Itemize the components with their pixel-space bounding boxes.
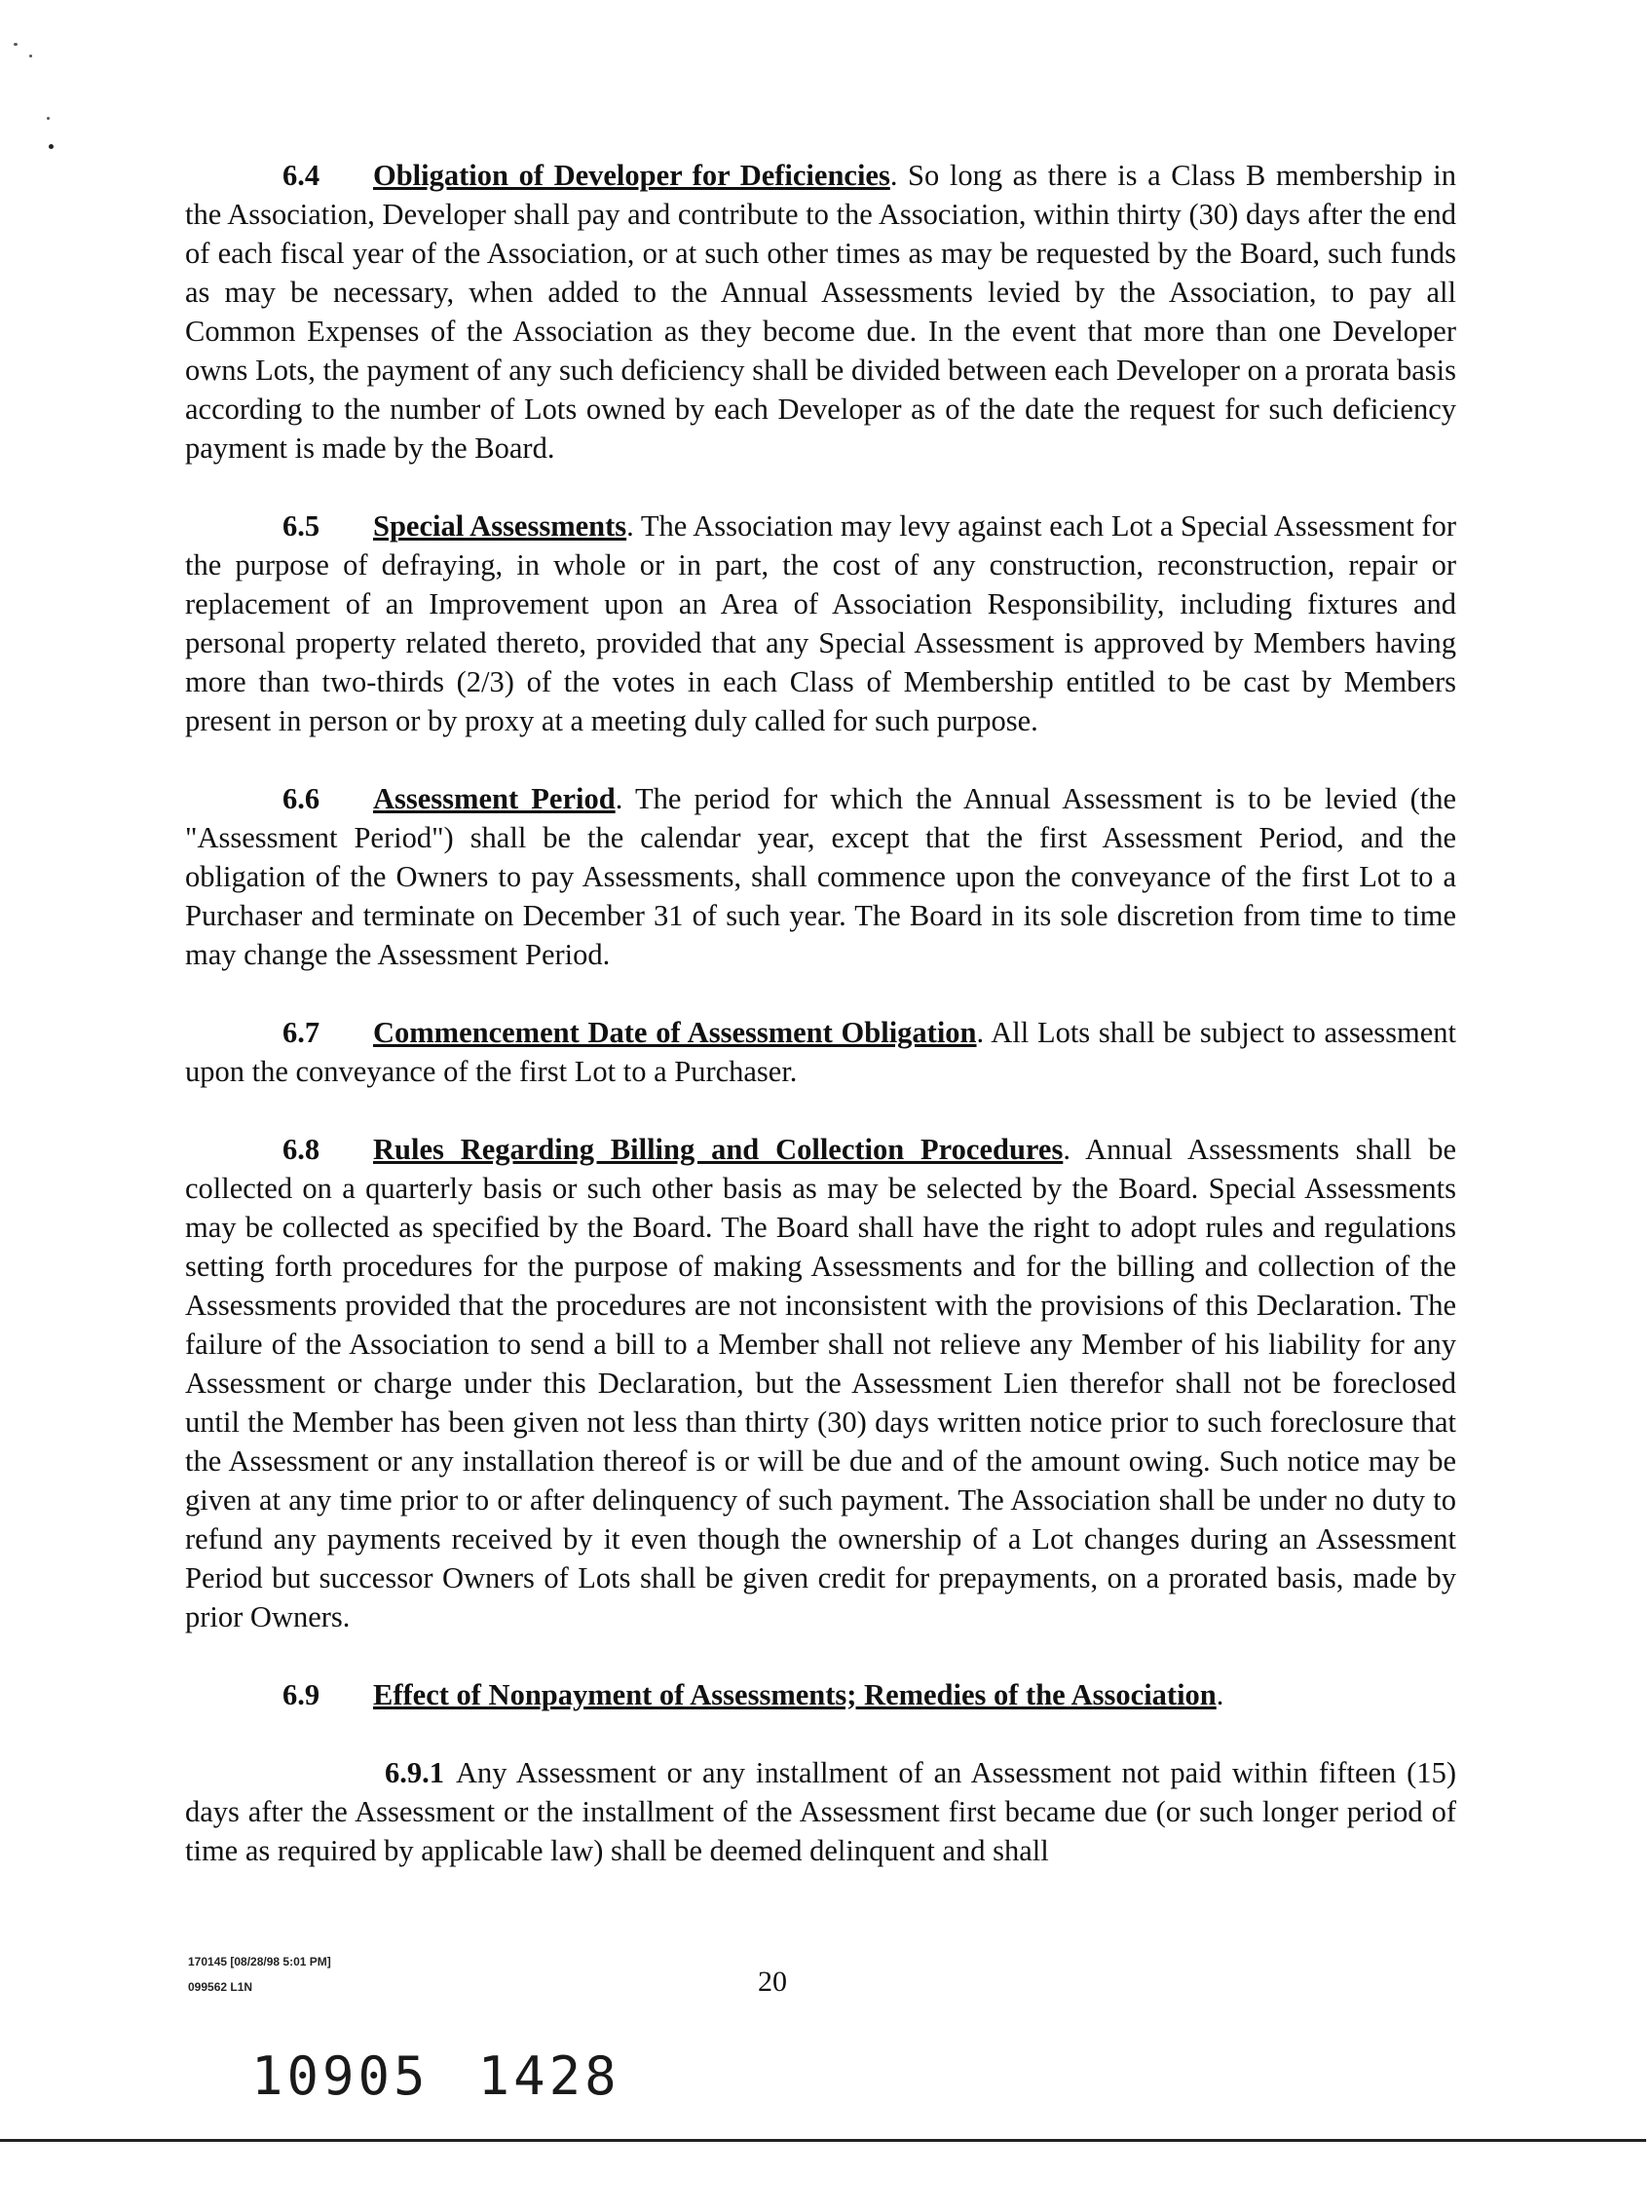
scan-speck (29, 55, 32, 57)
section-6-8 (185, 1130, 1456, 1636)
page-number: 20 (758, 1966, 787, 1998)
section-number: 6.5 (282, 509, 320, 543)
section-title: Rules Regarding Billing and Collection Procedures (373, 1133, 1064, 1166)
section-text: . Annual Assessments shall be collected on a quarterly basis or such other basis as may be selected by the Board. Special Assessments may be collected as specified by the Board. The Board shall have the right to adopt rules and regulations setting forth procedures for the purpose of making Assessments and for the billing and collection of the Assessments provided that the procedures are not inconsistent with the provisions of this Declaration. The failure of the Association to send a bill to a Member shall not relieve any Member of his liability for any Assessment or charge under this Declaration, but the Assessment Lien therefor shall not be foreclosed until the Member has been given not less than thirty (30) days written notice prior to such foreclosure that the Assessment or any installation thereof is or will be due and of the amount owing. Such notice may be given at any time prior to or after delinquency of such payment. The Association shall be under no duty to refund any payments received by it even though the ownership of a Lot changes during an Assessment Period but successor Owners of Lots shall be given credit for prepayments, on a prorated basis, made by prior Owners. (185, 1133, 1456, 1633)
scan-edge-line (0, 2139, 1646, 2142)
section-text: . The Association may levy against each Lot a Special Assessment for the purpose of defraying, in whole or in part, the cost of any construction, reconstruction, repair or replacement of an Improvement upon an Area of Association Responsibility, including fixtures and personal property related thereto, provided that any Special Assessment is approved by Members having more than two-thirds (2/3) of the votes in each Class of Membership entitled to be cast by Members present in person or by proxy at a meeting duly called for such purpose. (185, 509, 1456, 737)
recording-page-number: 1428 (477, 2045, 620, 2107)
section-text: . The period for which the Annual Assessment is to be levied (the "Assessment Period") shall be the calendar year, except that the first Assessment Period, and the obligation of the Owners to pay Assessments, shall commence upon the conveyance of the first Lot to a Purchaser and terminate on December 31 of such year. The Board in its sole discretion from time to time may change the Assessment Period. (185, 782, 1456, 971)
section-title: Commencement Date of Assessment Obligation (373, 1016, 977, 1049)
section-text: . So long as there is a Class B membership in the Association, Developer shall pay and contribute to the Association, within thirty (30) days after the end of each fiscal year of the Association, or at such other times as may be requested by the Board, such funds as may be necessary, when added to the Annual Assessments levied by the Association, to pay all Common Expenses of the Association as they become due. In the event that more than one Developer owns Lots, the payment of any such deficiency shall be divided between each Developer on a prorata basis according to the number of Lots owned by each Developer as of the date the request for such deficiency payment is made by the Board. (185, 159, 1456, 465)
section-number: 6.9 (282, 1678, 320, 1711)
section-text: . All Lots shall be subject to assessment upon the conveyance of the first Lot to a Purchaser. (185, 1016, 1456, 1088)
section-title: Assessment Period (373, 782, 616, 815)
subsection-6-9-1 (185, 1753, 1456, 1870)
recording-numbers (251, 2045, 669, 2107)
section-6-7 (185, 1013, 1456, 1091)
scan-speck (14, 43, 18, 46)
recording-book-number: 10905 (251, 2045, 430, 2107)
scan-speck (49, 144, 54, 149)
footer-doc-code: 170145 [08/28/98 5:01 PM] (188, 1955, 331, 1968)
scan-speck (47, 117, 50, 120)
section-number: 6.8 (282, 1133, 320, 1166)
section-title: Special Assessments (373, 509, 627, 543)
section-number: 6.4 (282, 159, 320, 192)
subsection-text: Any Assessment or any installment of an Assessment not paid within fifteen (15) days after the Assessment or the installment of the Assessment first became due (or such longer period of time as required by applicable law) shall be deemed delinquent and shall (185, 1756, 1456, 1867)
section-6-6 (185, 779, 1456, 974)
section-title: Obligation of Developer for Deficiencies (373, 159, 890, 192)
section-number: 6.6 (282, 782, 320, 815)
section-6-5 (185, 506, 1456, 740)
section-6-9 (185, 1675, 1456, 1714)
section-title: Effect of Nonpayment of Assessments; Remedies of the Association (373, 1678, 1217, 1711)
section-number: 6.7 (282, 1016, 320, 1049)
subsection-number: 6.9.1 (385, 1756, 444, 1789)
document-body (185, 156, 1456, 1870)
footer-file-code: 099562 L1N (188, 1980, 253, 1994)
section-text: . (1216, 1678, 1224, 1711)
section-6-4 (185, 156, 1456, 468)
